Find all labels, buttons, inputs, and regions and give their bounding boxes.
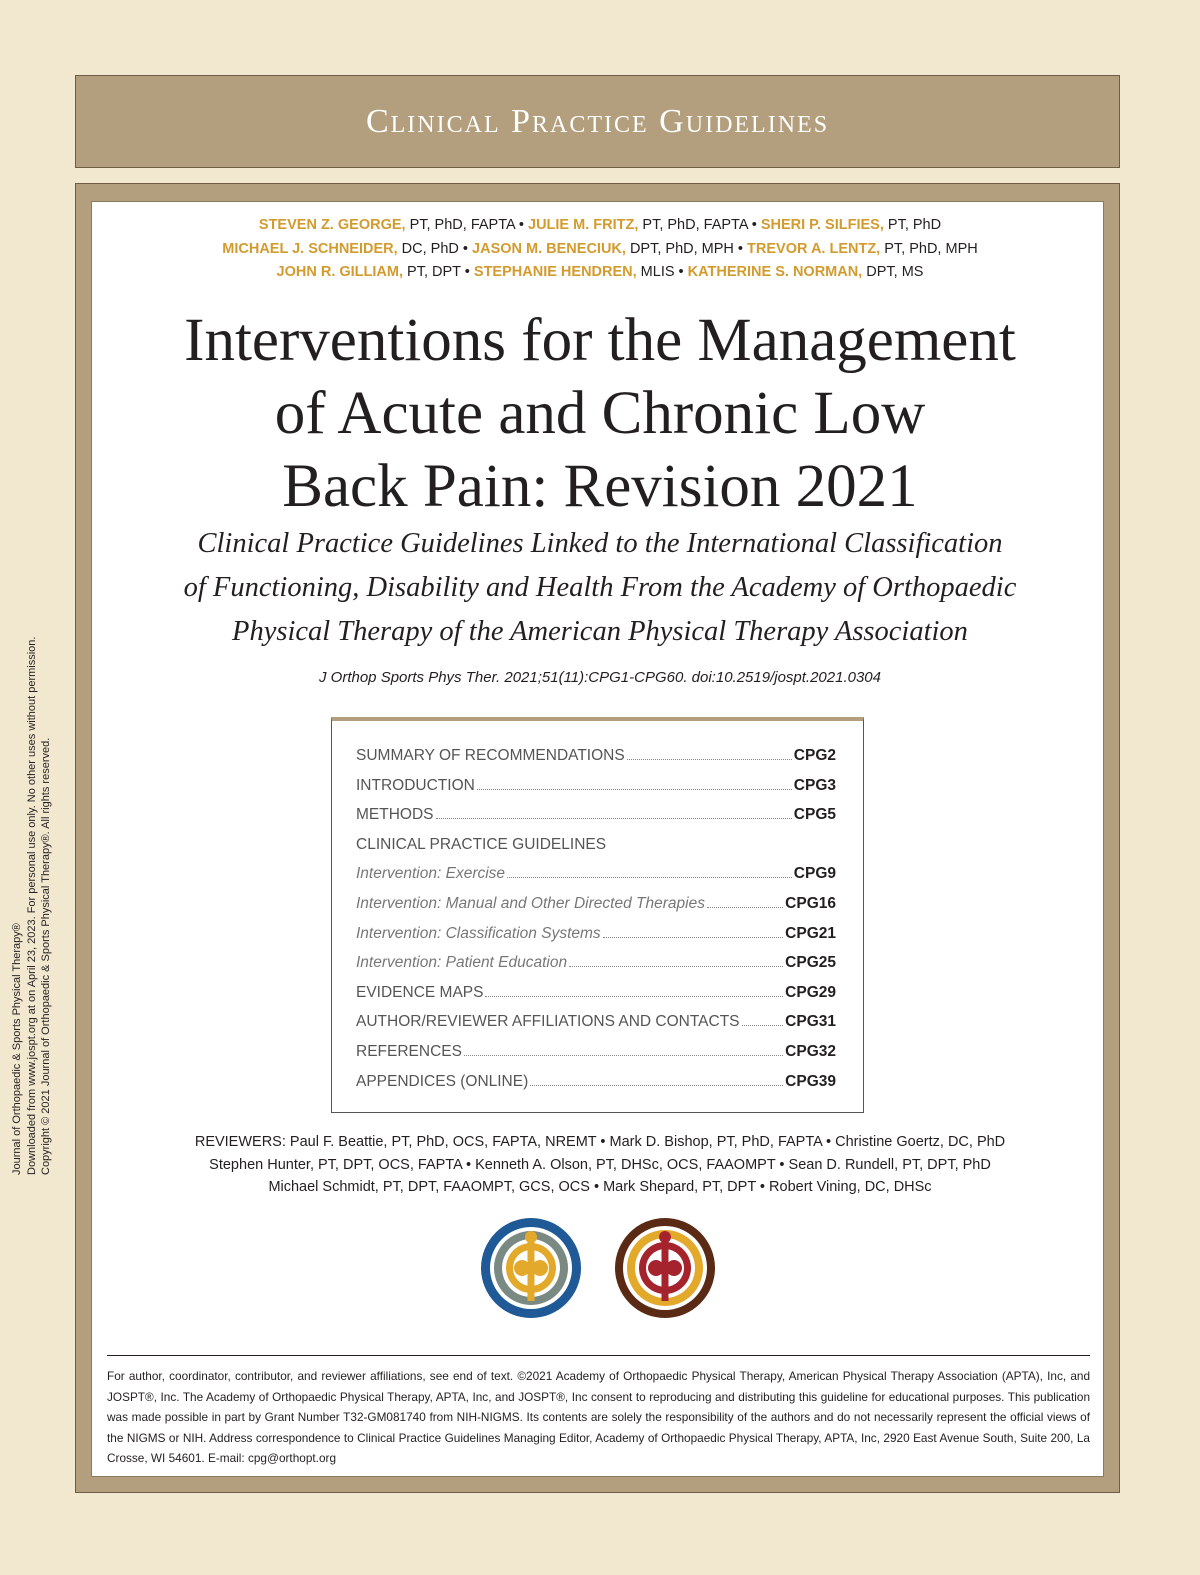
author-name: SHERI P. SILFIES, — [760, 217, 884, 233]
toc-entry[interactable] — [356, 1073, 836, 1103]
author-credentials: DPT, MS — [862, 264, 924, 280]
toc-page: CPG29 — [785, 983, 836, 1001]
author-name: JASON M. BENECIUK, — [472, 240, 626, 257]
reviewers-line: Stephen Hunter, PT, DPT, OCS, FAPTA • Kenneth A. Olson, PT, DHSc, OCS, FAAOMPT • Sean D. Rundell, PT, DPT, PhD — [209, 1156, 991, 1173]
toc-leader-dots — [742, 1025, 784, 1026]
author-separator: • — [674, 264, 688, 280]
author-line — [0, 238, 1200, 262]
toc-page: CPG21 — [785, 924, 836, 942]
toc-label: SUMMARY OF RECOMMENDATIONS — [356, 747, 625, 764]
reviewers — [120, 1131, 1080, 1199]
document-title — [110, 304, 1090, 523]
side-note-line: Downloaded from www.jospt.org at on April 23, 2023. For personal use only. No other uses without permission. — [25, 636, 38, 1175]
logos — [478, 1215, 718, 1325]
footnote: For author, coordinator, contributor, and reviewer affiliations, see end of text. ©2021 Academy of Orthopaedic Physical Therapy, American Physical Therapy Association (APTA), Inc, and JOSPT®, Inc. The Academy of Orthopaedic Physical Therapy, APTA, Inc, and JOSPT®, Inc consent to reproducing and distributing this guideline for educational purposes. This publication was made possible in part by Grant Number T32-GM081740 from NIH-NIGMS. Its contents are solely the responsibility of the authors and do not necessarily represent the official views of the NIGMS or NIH. Address correspondence to Clinical Practice Guidelines Managing Editor, Academy of Orthopaedic Physical Therapy, APTA, Inc, 2920 East Avenue South, Suite 200, La Crosse, WI 54601. E-mail: cpg@orthopt.org — [107, 1369, 1090, 1465]
toc-leader-dots — [507, 877, 792, 878]
toc-entry[interactable] — [356, 836, 836, 866]
toc-page: CPG9 — [793, 865, 836, 883]
side-copyright-note — [10, 525, 54, 1175]
toc-leader-dots — [464, 1055, 783, 1056]
author-name: STEVEN Z. GEORGE, — [258, 217, 406, 233]
document-subtitle — [110, 522, 1090, 654]
author-line — [0, 214, 1200, 238]
author-credentials: DPT, PhD, MPH — [625, 240, 734, 257]
toc-entry[interactable] — [356, 954, 836, 984]
toc-page: CPG39 — [785, 1072, 836, 1090]
author-name: JULIE M. FRITZ, — [528, 217, 639, 233]
author-name: JOHN R. GILLIAM, — [276, 264, 404, 280]
author-name: MICHAEL J. SCHNEIDER, — [222, 240, 398, 257]
toc-entry[interactable] — [356, 777, 836, 807]
author-credentials: MLIS — [636, 264, 675, 280]
toc-entry[interactable] — [356, 747, 836, 777]
toc-page: CPG31 — [785, 1013, 836, 1031]
title-line: of Acute and Chronic Low — [274, 380, 926, 447]
toc-leader-dots — [627, 759, 792, 760]
author-separator: • — [514, 217, 529, 233]
reviewers-line: REVIEWERS: Paul F. Beattie, PT, PhD, OCS, FAPTA, NREMT • Mark D. Bishop, PT, PhD, FAPTA • Christine Goertz, DC, PhD — [194, 1134, 1006, 1150]
banner-title: Clinical Practice Guidelines — [365, 102, 830, 140]
toc-entry[interactable] — [356, 865, 836, 895]
title-line: Back Pain: Revision 2021 — [282, 453, 918, 520]
toc-leader-dots — [485, 996, 783, 997]
author-separator: • — [747, 217, 761, 233]
author-credentials: PT, PhD, FAPTA — [638, 217, 748, 233]
author-name: STEPHANIE HENDREN, — [473, 264, 637, 280]
toc-label: REFERENCES — [356, 1042, 462, 1060]
citation: J Orthop Sports Phys Ther. 2021;51(11):CPG1-CPG60. doi:10.2519/jospt.2021.0304 — [319, 669, 881, 686]
subtitle-line: of Functioning, Disability and Health From the Academy of Orthopaedic — [183, 572, 1017, 603]
author-line — [0, 261, 1200, 285]
author-credentials: PT, PhD — [883, 217, 942, 233]
toc-page: CPG3 — [793, 776, 836, 794]
toc-entry[interactable] — [356, 806, 836, 836]
toc-list — [356, 747, 836, 1102]
toc-leader-dots — [603, 937, 784, 938]
toc-label: Intervention: Classification Systems — [356, 924, 601, 942]
author-separator: • — [458, 240, 473, 257]
toc-leader-dots — [569, 966, 783, 967]
toc-entry[interactable] — [356, 1043, 836, 1073]
toc-page: CPG2 — [793, 747, 836, 764]
toc-label: Intervention: Exercise — [356, 865, 506, 883]
footnote-divider — [107, 1355, 1090, 1356]
toc-label: Intervention: Patient Education — [356, 954, 568, 972]
toc-label: AUTHOR/REVIEWER AFFILIATIONS AND CONTACTS — [356, 1013, 740, 1031]
table-of-contents — [331, 717, 864, 1113]
toc-leader-dots — [477, 789, 792, 790]
author-credentials: PT, DPT — [403, 264, 461, 280]
toc-page: CPG5 — [793, 806, 836, 824]
side-note-line: Journal of Orthopaedic & Sports Physical Therapy® — [11, 923, 23, 1175]
toc-label: Intervention: Manual and Other Directed Therapies — [356, 894, 705, 912]
toc-label: CLINICAL PRACTICE GUIDELINES — [356, 835, 607, 853]
toc-label: EVIDENCE MAPS — [356, 983, 484, 1001]
toc-leader-dots — [436, 818, 792, 819]
subtitle-line: Clinical Practice Guidelines Linked to the International Classification — [197, 528, 1003, 559]
academy-logo-icon — [612, 1215, 718, 1321]
toc-label: METHODS — [356, 806, 434, 824]
reviewers-line: Michael Schmidt, PT, DPT, FAAOMPT, GCS, OCS • Mark Shepard, PT, DPT • Robert Vining, DC, DHSc — [268, 1179, 932, 1195]
title-line: Interventions for the Management — [184, 307, 1016, 374]
author-credentials: DC, PhD — [397, 240, 459, 257]
toc-label: INTRODUCTION — [356, 776, 475, 794]
author-name: KATHERINE S. NORMAN, — [687, 264, 863, 280]
author-separator: • — [733, 240, 748, 257]
header-banner — [75, 75, 1120, 168]
author-separator: • — [460, 264, 474, 280]
author-name: TREVOR A. LENTZ, — [747, 240, 881, 257]
toc-page: CPG25 — [785, 954, 836, 972]
orthopaedic-section-logo-icon — [478, 1215, 584, 1321]
toc-label: APPENDICES (ONLINE) — [356, 1072, 529, 1090]
toc-entry[interactable] — [356, 895, 836, 925]
toc-entry[interactable] — [356, 1013, 836, 1043]
toc-page: CPG32 — [785, 1042, 836, 1060]
toc-leader-dots — [530, 1085, 783, 1086]
side-note-line: Copyright © 2021 Journal of Orthopaedic & Sports Physical Therapy®. All rights reserved. — [40, 737, 52, 1175]
author-credentials: PT, PhD, FAPTA — [405, 217, 515, 233]
subtitle-line: Physical Therapy of the American Physical Therapy Association — [232, 616, 968, 647]
author-list — [0, 214, 1200, 285]
toc-leader-dots — [707, 907, 783, 908]
toc-entry[interactable] — [356, 984, 836, 1014]
author-credentials: PT, PhD, MPH — [880, 240, 978, 257]
toc-entry[interactable] — [356, 925, 836, 955]
toc-page: CPG16 — [785, 894, 836, 912]
